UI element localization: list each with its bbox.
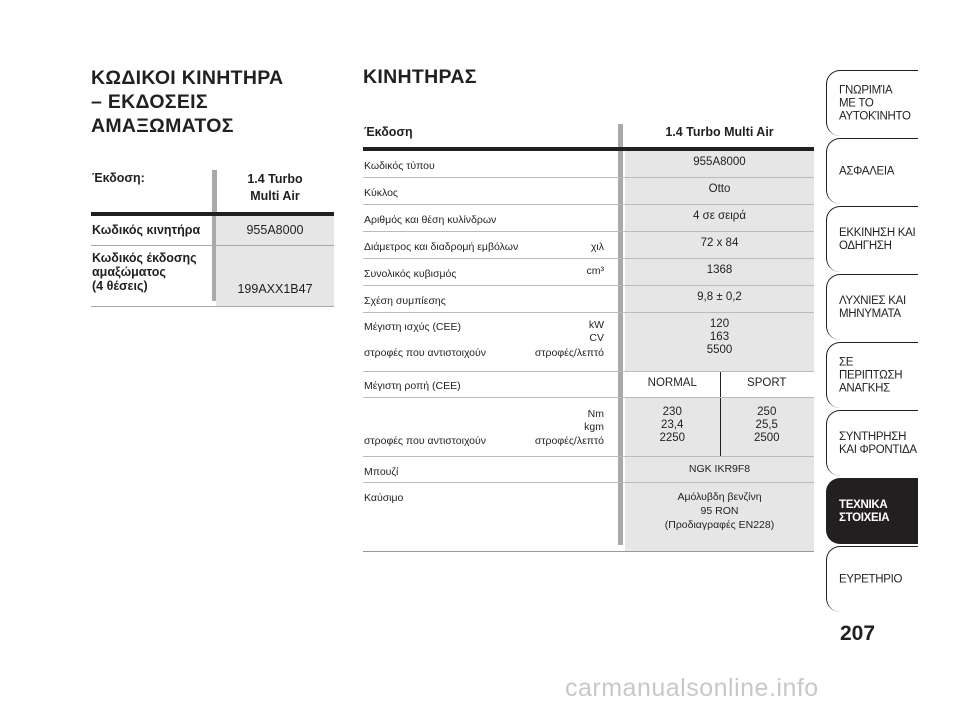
watermark: carmanualsonline.info (565, 674, 819, 702)
value-line: 25,5 (755, 419, 778, 431)
value-line: 95 RON (700, 505, 739, 517)
table-row (363, 398, 814, 457)
header-key: Έκδοση (364, 125, 413, 139)
tab-maintenance[interactable] (826, 410, 918, 476)
row-key-line: (4 θέσεις) (92, 279, 148, 293)
tab-safety[interactable] (826, 138, 918, 204)
row-unit: cm³ (586, 265, 604, 277)
header-value: 1.4 Turbo Multi Air (665, 125, 774, 139)
value-line: 163 (709, 331, 730, 343)
value-line: 2500 (753, 432, 780, 444)
row-label: Καύσιμο (364, 492, 404, 504)
mode-normal: NORMAL (625, 372, 721, 397)
header-key: Έκδοση: (92, 171, 145, 185)
tab-label: ΕΥΡΕΤΗΡΙΟ (839, 573, 903, 585)
row-value (625, 313, 814, 371)
row-value: 199AXX1B47 (216, 246, 334, 306)
page-number: 207 (840, 622, 876, 645)
value-line: 23,4 (661, 419, 684, 431)
row-value: 4 σε σειρά (625, 205, 814, 231)
row-key (91, 246, 216, 306)
table-row (363, 313, 814, 372)
row-label: Σχέση συμπίεσης (364, 295, 446, 307)
table-row (363, 205, 814, 232)
row-value: NGK IKR9F8 (625, 457, 814, 482)
row-value: 72 x 84 (625, 232, 814, 258)
tab-warning-lights[interactable] (826, 274, 918, 340)
row-unit: CV (589, 332, 604, 344)
row-unit: στροφές/λεπτό (534, 435, 604, 447)
tab-label: ΑΣΦΑΛΕΙΑ (839, 165, 895, 177)
sport-values (720, 398, 815, 456)
normal-values (625, 398, 721, 456)
row-key-line: Κωδικός έκδοσης (92, 251, 197, 265)
row-unit: χιλ (590, 241, 604, 253)
row-label: Μέγιστη ροπή (CEE) (364, 380, 461, 392)
mode-sport: SPORT (747, 377, 787, 389)
table-row (91, 246, 334, 307)
row-label: στροφές που αντιστοιχούν (364, 347, 487, 359)
table-row (91, 216, 334, 246)
tab-label: ΓΝΩΡΙΜΊΑ ΜΕ ΤΟ ΑΥΤΟΚΊΝΗΤΟ (839, 84, 911, 122)
main-section-title: ΚΙΝΗΤΗΡΑΣ (363, 66, 477, 88)
row-value (625, 398, 814, 456)
row-key: Κωδικός κινητήρα (92, 223, 201, 237)
row-value: 955A8000 (216, 216, 334, 245)
row-label: Διάμετρος και διαδρομή εμβόλων (364, 241, 519, 253)
row-value: Otto (625, 178, 814, 204)
value-line: Αμόλυβδη βενζίνη (677, 491, 762, 503)
mode-header (625, 372, 814, 397)
tab-technical-data[interactable] (826, 478, 918, 544)
table-header-row (91, 166, 334, 216)
table-row (363, 178, 814, 205)
tab-label: ΤΕΧΝΙΚΑ ΣΤΟΙΧΕΙΑ (839, 498, 890, 524)
row-unit: στροφές/λεπτό (534, 347, 604, 359)
header-value-line: 1.4 Turbo (247, 172, 303, 186)
chapter-tabs (826, 70, 918, 614)
table-row (363, 457, 814, 483)
value-line: 120 (709, 318, 730, 330)
left-title-line: ΚΩΔΙΚΟΙ ΚΙΝΗΤΗΡΑ (91, 67, 284, 89)
row-label: Κωδικός τύπου (364, 160, 435, 172)
value-line: 230 (662, 406, 682, 418)
row-label: Αριθμός και θέση κυλίνδρων (364, 214, 497, 226)
header-value (216, 166, 334, 212)
row-unit: Nm (587, 408, 604, 420)
table-row (363, 372, 814, 398)
table-row (363, 286, 814, 313)
row-key-line: αμαξώματος (92, 265, 166, 279)
value-line: 250 (757, 406, 777, 418)
left-section-title (91, 66, 331, 138)
row-value: 955A8000 (625, 151, 814, 177)
row-label: Μέγιστη ισχύς (CEE) (364, 321, 462, 333)
tab-label: ΕΚΚΙΝΗΣΗ ΚΑΙ ΟΔΗΓΗΣΗ (839, 226, 916, 252)
value-line: (Προδιαγραφές EN228) (664, 519, 775, 531)
row-unit: kW (588, 319, 604, 331)
value-line: 5500 (706, 344, 733, 356)
tab-getting-to-know[interactable] (826, 70, 918, 136)
left-title-line: ΑΜΑΞΩΜΑΤΟΣ (91, 115, 234, 137)
row-unit: kgm (584, 421, 604, 433)
row-value: 1368 (625, 259, 814, 285)
row-value (625, 483, 814, 551)
tab-starting-driving[interactable] (826, 206, 918, 272)
engine-specs-table (363, 120, 814, 552)
tab-label: ΛΥΧΝΙΕΣ ΚΑΙ ΜΗΝΥΜΑΤΑ (839, 294, 906, 320)
left-title-line: – ΕΚΔΟΣΕΙΣ (91, 91, 208, 113)
tab-label: ΣΥΝΤΗΡΗΣΗ ΚΑΙ ΦΡΟΝΤΙΔΑ (839, 430, 917, 456)
tab-index[interactable] (826, 546, 918, 612)
row-label: Συνολικός κυβισμός (364, 268, 457, 280)
value-line: 2250 (659, 432, 686, 444)
table-row (363, 232, 814, 259)
table-row (363, 151, 814, 178)
row-label: στροφές που αντιστοιχούν (364, 435, 487, 447)
row-label: Μπουζί (364, 466, 399, 478)
tab-label: ΣΕ ΠΕΡΙΠΤΩΣΗ ΑΝΑΓΚΗΣ (839, 356, 903, 394)
table-row (363, 259, 814, 286)
row-label: Κύκλος (364, 187, 398, 199)
table-row (363, 483, 814, 552)
engine-code-table (91, 166, 334, 307)
table-header-row (363, 120, 814, 151)
tab-emergency[interactable] (826, 342, 918, 408)
row-value: 9,8 ± 0,2 (625, 286, 814, 312)
header-value-line: Multi Air (250, 189, 300, 203)
